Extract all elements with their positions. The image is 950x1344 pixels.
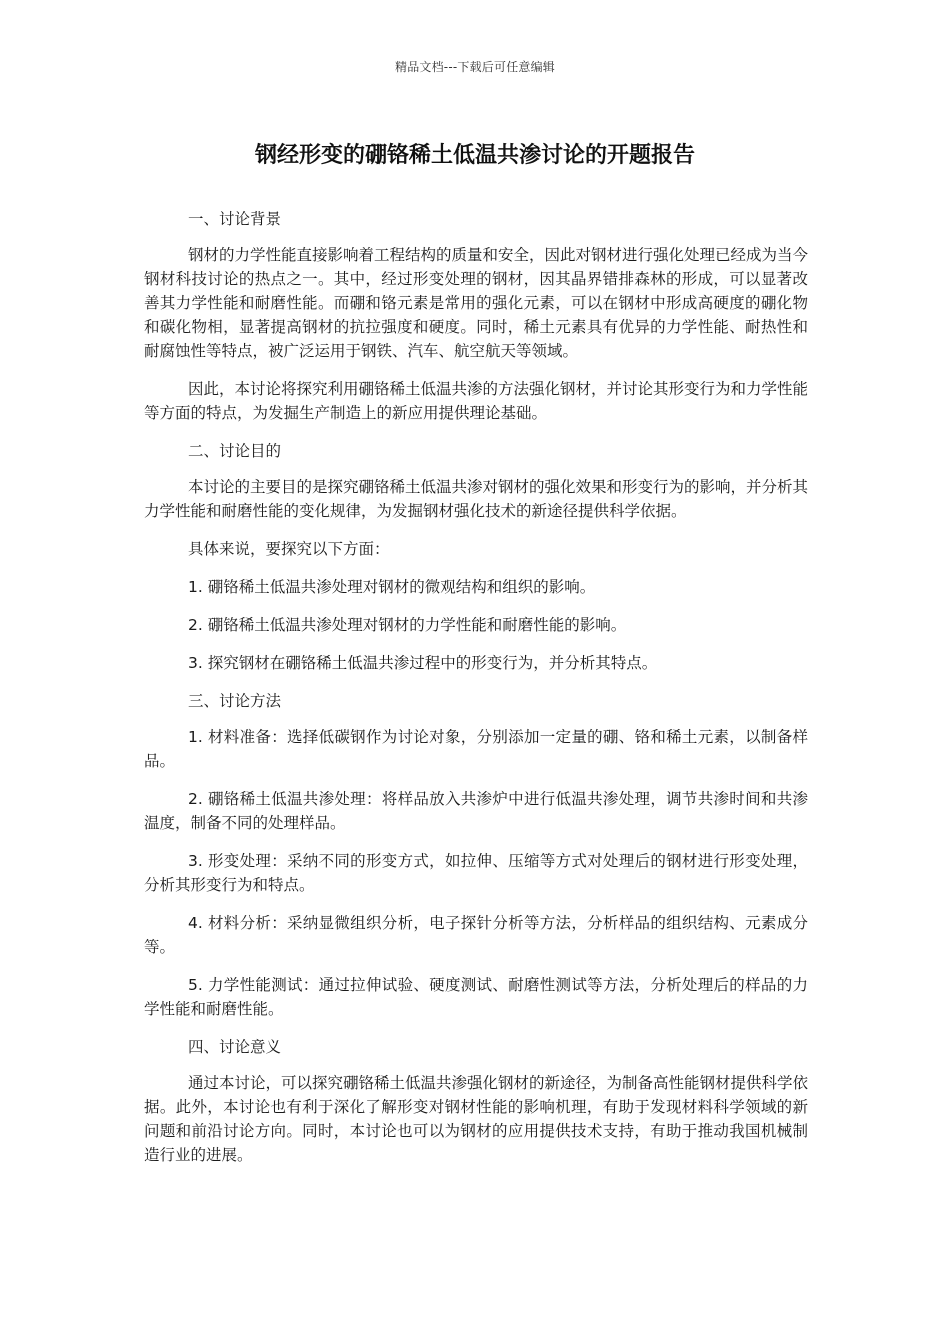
document-title: 钢经形变的硼铬稀土低温共渗讨论的开题报告 bbox=[254, 143, 695, 168]
paragraph: 具体来说，要探究以下方面： bbox=[188, 540, 390, 558]
document-body bbox=[144, 207, 808, 1181]
list-item: 3. 探究钢材在硼铬稀土低温共渗过程中的形变行为，并分析其特点。 bbox=[188, 654, 658, 672]
section-heading-significance: 四、讨论意义 bbox=[188, 1038, 282, 1056]
section-heading-purpose: 二、讨论目的 bbox=[188, 442, 282, 460]
list-item: 3. 形变处理：采纳不同的形变方式，如拉伸、压缩等方式对处理后的钢材进行形变处理，分析其形变行为和特点。 bbox=[144, 852, 808, 894]
list-item: 5. 力学性能测试：通过拉伸试验、硬度测试、耐磨性测试等方法，分析处理后的样品的力学性能和耐磨性能。 bbox=[144, 976, 808, 1018]
list-item: 4. 材料分析：采纳显微组织分析，电子探针分析等方法，分析样品的组织结构、元素成分等。 bbox=[144, 914, 808, 956]
paragraph: 通过本讨论，可以探究硼铬稀土低温共渗强化钢材的新途径，为制备高性能钢材提供科学依据。此外，本讨论也有利于深化了解形变对钢材性能的影响机理，有助于发现材料科学领域的新问题和前沿讨论方向。同时，本讨论也可以为钢材的应用提供技术支持，有助于推动我国机械制造行业的进展。 bbox=[144, 1074, 809, 1164]
list-item: 2. 硼铬稀土低温共渗处理：将样品放入共渗炉中进行低温共渗处理，调节共渗时间和共渗温度，制备不同的处理样品。 bbox=[144, 790, 808, 832]
section-heading-background: 一、讨论背景 bbox=[188, 210, 282, 228]
list-item: 1. 材料准备：选择低碳钢作为讨论对象，分别添加一定量的硼、铬和稀土元素，以制备样品。 bbox=[144, 728, 808, 770]
list-item: 1. 硼铬稀土低温共渗处理对钢材的微观结构和组织的影响。 bbox=[188, 578, 596, 596]
paragraph: 本讨论的主要目的是探究硼铬稀土低温共渗对钢材的强化效果和形变行为的影响，并分析其力学性能和耐磨性能的变化规律，为发掘钢材强化技术的新途径提供科学依据。 bbox=[144, 478, 809, 520]
paragraph: 因此，本讨论将探究利用硼铬稀土低温共渗的方法强化钢材，并讨论其形变行为和力学性能等方面的特点，为发掘生产制造上的新应用提供理论基础。 bbox=[144, 380, 809, 422]
section-heading-method: 三、讨论方法 bbox=[188, 692, 282, 710]
list-item: 2. 硼铬稀土低温共渗处理对钢材的力学性能和耐磨性能的影响。 bbox=[188, 616, 627, 634]
page-header-note: 精品文档---下载后可任意编辑 bbox=[395, 60, 555, 74]
paragraph: 钢材的力学性能直接影响着工程结构的质量和安全，因此对钢材进行强化处理已经成为当今钢材科技讨论的热点之一。其中，经过形变处理的钢材，因其晶界错排森林的形成，可以显著改善其力学性能和耐磨性能。而硼和铬元素是常用的强化元素，可以在钢材中形成高硬度的硼化物和碳化物相，显著提高钢材的抗拉强度和硬度。同时，稀土元素具有优异的力学性能、耐热性和耐腐蚀性等特点，被广泛运用于钢铁、汽车、航空航天等领域。 bbox=[144, 246, 809, 360]
